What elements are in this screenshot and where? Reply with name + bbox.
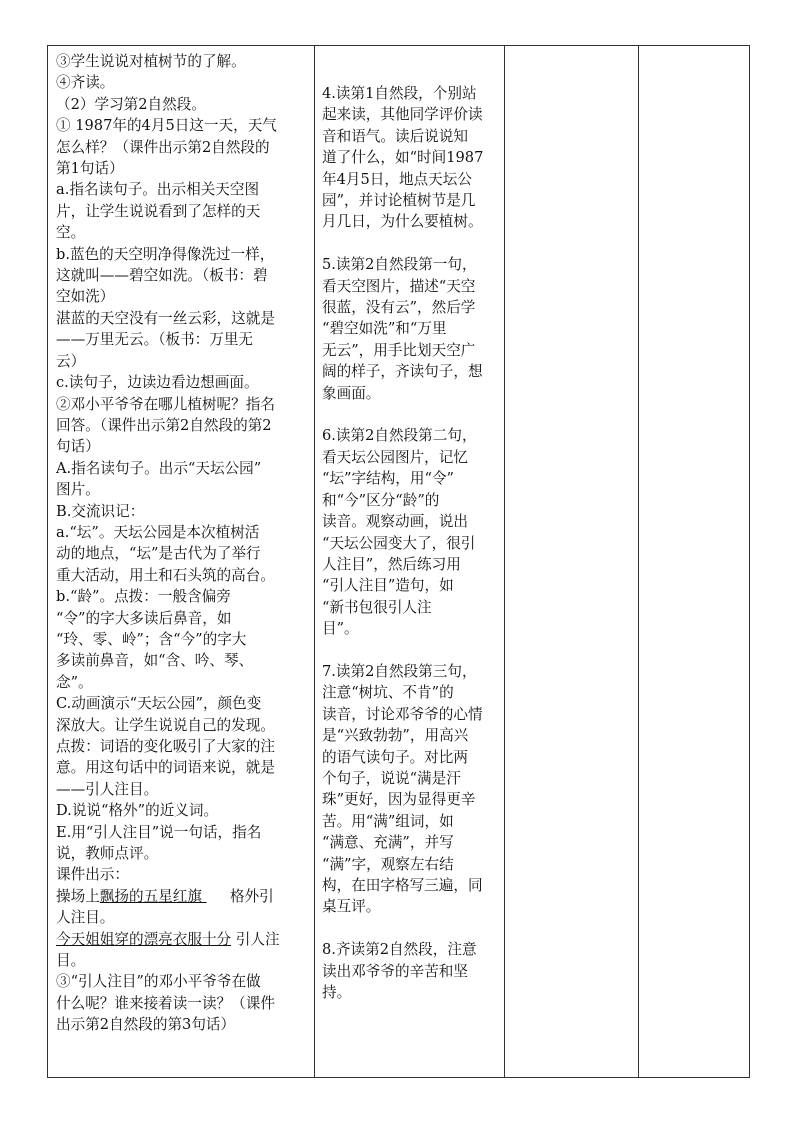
student-line: 5.读第2自然段第一句， bbox=[322, 256, 477, 274]
teacher-line: ③“引人注目”的邓小平爷爷在做 bbox=[56, 973, 261, 991]
teacher-line: ——引人注目。 bbox=[56, 780, 159, 798]
example-sentence-1 bbox=[56, 886, 308, 907]
example-suffix: 引人注 bbox=[231, 930, 280, 948]
student-line: 是“兴致勃勃”，用高兴 bbox=[322, 727, 469, 745]
teacher-line: 深放大。让学生说说自己的发现。 bbox=[56, 716, 275, 734]
student-activity-text bbox=[315, 46, 504, 1003]
teacher-line: 空如洗） bbox=[56, 288, 115, 306]
student-line: 音和语气。读后说说知 bbox=[322, 127, 468, 145]
teacher-line: （2）学习第2自然段。 bbox=[56, 95, 206, 113]
student-line: 起来读，其他同学评价读 bbox=[322, 106, 483, 124]
teacher-line: 多读前鼻音，如“含、吟、琴、 bbox=[56, 652, 254, 670]
teacher-line: 重大活动，用土和石头筑的高台。 bbox=[56, 566, 275, 584]
teacher-line: 点拨：词语的变化吸引了大家的注 bbox=[56, 738, 275, 755]
teacher-line: C.动画演示“天坛公园”，颜色变 bbox=[56, 695, 262, 713]
student-line: 6.读第2自然段第二句， bbox=[322, 427, 477, 445]
student-line: “碧空如洗”和“万里 bbox=[322, 320, 447, 338]
teacher-line: 第1句话） bbox=[56, 160, 124, 178]
student-line: 年4月5日，地点天坛公 bbox=[322, 170, 472, 188]
teacher-line: a.指名读句子。出示相关天空图 bbox=[56, 181, 260, 199]
student-line: 看天空图片，描述“天空 bbox=[322, 277, 476, 295]
teacher-line: 片，让学生说说看到了怎样的天 bbox=[56, 202, 261, 220]
student-line: 个句子，说说“满是汗 bbox=[322, 769, 461, 787]
teacher-line: 念”。 bbox=[56, 673, 93, 691]
student-line: 8.齐读第2自然段，注意 bbox=[322, 941, 477, 959]
student-line: 读音。观察动画，说出 bbox=[322, 513, 468, 531]
student-line: 珠”更好，因为显得更辛 bbox=[322, 791, 476, 809]
teacher-line: 动的地点，“坛”是古代为了举行 bbox=[56, 545, 261, 563]
teacher-line: ④齐读。 bbox=[56, 74, 115, 92]
student-line: “天坛公园变大了，很引 bbox=[322, 534, 476, 552]
student-line: 无云”，用手比划天空广 bbox=[322, 341, 476, 359]
student-line: “坛”字结构，用“令” bbox=[322, 470, 454, 488]
teacher-line: c.读句子，边读边看边想画面。 bbox=[56, 374, 259, 392]
student-line: “引人注目”造句，如 bbox=[322, 577, 454, 595]
teacher-line: E.用“引人注目”说一句话，指名 bbox=[56, 823, 262, 841]
student-line: 注意“树坑、不肯”的 bbox=[322, 684, 454, 702]
teacher-line: ②邓小平爷爷在哪儿植树呢？指名 bbox=[56, 395, 275, 413]
example-underlined-phrase: 今天姐姐穿的漂亮衣服十分 bbox=[56, 930, 232, 948]
teacher-line: 这就叫——碧空如洗。（板书：碧 bbox=[56, 267, 268, 285]
example-sentence-2-cont: 目。 bbox=[56, 952, 86, 970]
teacher-line: 图片。 bbox=[56, 481, 100, 499]
teacher-line: “玲、零、岭”；含“今”的字大 bbox=[56, 630, 247, 648]
student-line: 阔的样子，齐读句子，想 bbox=[322, 363, 483, 381]
teacher-activity-cell bbox=[48, 46, 315, 1078]
student-line: 人注目”，然后练习用 bbox=[322, 555, 461, 573]
teacher-line: D.说说“格外”的近义词。 bbox=[56, 802, 219, 820]
teacher-line: 怎么样？（课件出示第2自然段的 bbox=[56, 138, 270, 156]
student-line: “满”字，观察左右结 bbox=[322, 855, 454, 873]
student-line: 持。 bbox=[322, 984, 352, 1001]
student-line: 看天坛公园图片，记忆 bbox=[322, 448, 468, 466]
student-line: 7.读第2自然段第三句， bbox=[322, 662, 477, 680]
teacher-line: b.“龄”。点拨：一般含偏旁 bbox=[56, 588, 231, 606]
student-line: 道了什么，如“时间1987 bbox=[322, 149, 484, 167]
example-sentence-1-cont: 人注目。 bbox=[56, 909, 115, 927]
teacher-line: 出示第2自然段的第3句话） bbox=[56, 1016, 236, 1034]
student-line: 读出邓爷爷的辛苦和坚 bbox=[322, 962, 468, 980]
student-activity-cell bbox=[315, 46, 505, 1078]
student-paragraph bbox=[322, 425, 498, 639]
teacher-line: 句话） bbox=[56, 438, 100, 456]
table-row bbox=[48, 46, 750, 1078]
student-line: 构，在田字格写三遍，同 bbox=[322, 876, 483, 894]
student-line: 的语气读句子。对比两 bbox=[322, 748, 468, 766]
teacher-line: 空。 bbox=[56, 224, 86, 242]
empty-cell-4 bbox=[639, 46, 750, 1078]
example-sentence-2 bbox=[56, 929, 308, 950]
lesson-plan-table bbox=[47, 45, 750, 1078]
student-line: 月几日，为什么要植树。 bbox=[322, 213, 483, 231]
teacher-line: ① 1987年的4月5日这一天，天气 bbox=[56, 117, 277, 135]
student-line: 园”，并讨论植树节是几 bbox=[322, 192, 476, 210]
teacher-activity-text bbox=[48, 46, 314, 1036]
teacher-line: 湛蓝的天空没有一丝云彩，这就是 bbox=[56, 309, 275, 327]
teacher-line: b.蓝色的天空明净得像洗过一样， bbox=[56, 245, 275, 263]
teacher-line: ——万里无云。（板书：万里无 bbox=[56, 331, 254, 349]
empty-cell-3 bbox=[505, 46, 639, 1078]
student-line: “满意、充满”，并写 bbox=[322, 834, 454, 852]
teacher-line: 什么呢？谁来接着读一读？（课件 bbox=[56, 994, 275, 1012]
teacher-line: 意。用这句话中的词语来说，就是 bbox=[56, 759, 275, 777]
student-line: “新书包很引人注 bbox=[322, 598, 432, 616]
student-paragraph bbox=[322, 939, 498, 1003]
example-suffix: 格外引 bbox=[229, 887, 274, 905]
student-line: 和“今”区分“龄”的 bbox=[322, 491, 440, 509]
teacher-line: 课件出示： bbox=[56, 866, 129, 884]
student-line: 象画面。 bbox=[322, 384, 381, 402]
teacher-line: “令”的字大多读后鼻音，如 bbox=[56, 609, 232, 627]
student-line: 4.读第1自然段，个别站 bbox=[322, 85, 477, 102]
student-line: 苦。用“满”组词，如 bbox=[322, 812, 454, 830]
teacher-line: A.指名读句子。出示“天坛公园” bbox=[56, 459, 262, 477]
teacher-line: B.交流识记： bbox=[56, 502, 145, 520]
student-paragraph bbox=[322, 661, 498, 918]
student-line: 桌互评。 bbox=[322, 898, 381, 916]
example-underlined-phrase: 飘扬的五星红旗 bbox=[99, 887, 202, 905]
teacher-line: 云） bbox=[56, 352, 86, 370]
student-line: 读音，讨论邓爷爷的心情 bbox=[322, 705, 483, 723]
student-paragraph bbox=[322, 254, 498, 404]
student-line: 很蓝，没有云”，然后学 bbox=[322, 299, 476, 317]
underline-gap bbox=[202, 886, 230, 907]
student-paragraph bbox=[322, 83, 498, 233]
student-line: 目”。 bbox=[322, 620, 359, 638]
example-prefix: 操场上 bbox=[56, 887, 100, 905]
teacher-line: a.“坛”。天坛公园是本次植树活 bbox=[56, 523, 260, 541]
teacher-line: 说，教师点评。 bbox=[56, 845, 159, 863]
teacher-line: 回答。（课件出示第2自然段的第2 bbox=[56, 416, 272, 434]
teacher-line: ③学生说说对植树节的了解。 bbox=[56, 53, 246, 70]
